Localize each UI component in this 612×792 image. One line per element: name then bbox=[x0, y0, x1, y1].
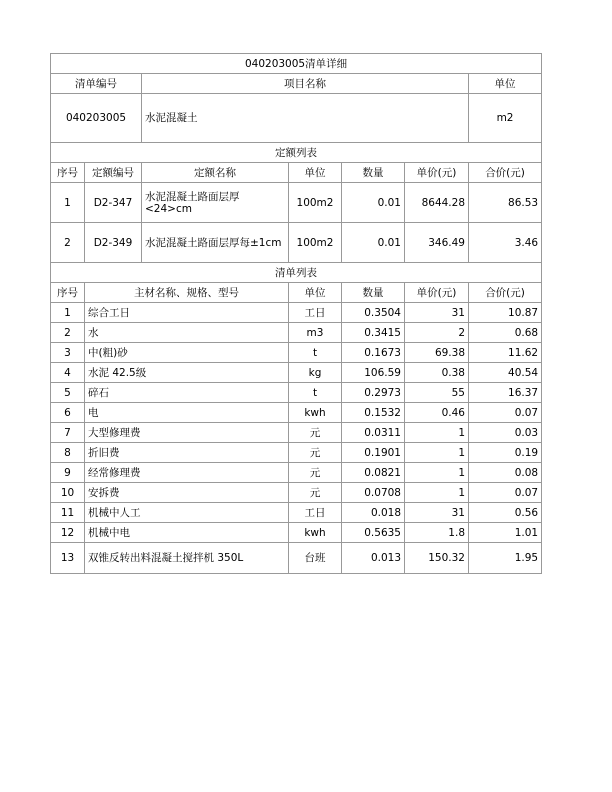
quota-name-header: 定额名称 bbox=[142, 163, 289, 183]
item-unit: t bbox=[289, 343, 342, 363]
item-seq: 4 bbox=[51, 363, 85, 383]
item-name: 中(粗)砂 bbox=[85, 343, 289, 363]
item-unit: kwh bbox=[289, 403, 342, 423]
item-seq: 6 bbox=[51, 403, 85, 423]
item-name: 水 bbox=[85, 323, 289, 343]
item-price: 1 bbox=[405, 483, 469, 503]
quota-qty-header: 数量 bbox=[342, 163, 405, 183]
item-total: 0.07 bbox=[469, 403, 542, 423]
item-total: 16.37 bbox=[469, 383, 542, 403]
quota-unit: 100m2 bbox=[289, 223, 342, 263]
item-seq: 11 bbox=[51, 503, 85, 523]
quota-price: 8644.28 bbox=[405, 183, 469, 223]
item-name: 水泥 42.5级 bbox=[85, 363, 289, 383]
item-unit: 工日 bbox=[289, 303, 342, 323]
item-price: 150.32 bbox=[405, 543, 469, 574]
item-price: 0.46 bbox=[405, 403, 469, 423]
item-unit: kwh bbox=[289, 523, 342, 543]
item-price: 69.38 bbox=[405, 343, 469, 363]
quota-name: 水泥混凝土路面层厚每±1cm bbox=[142, 223, 289, 263]
quota-unit-header: 单位 bbox=[289, 163, 342, 183]
item-seq: 12 bbox=[51, 523, 85, 543]
item-seq: 8 bbox=[51, 443, 85, 463]
item-total: 1.01 bbox=[469, 523, 542, 543]
item-total: 0.03 bbox=[469, 423, 542, 443]
list-unit-header: 单位 bbox=[289, 283, 342, 303]
item-qty: 106.59 bbox=[342, 363, 405, 383]
quota-qty: 0.01 bbox=[342, 223, 405, 263]
table-row bbox=[51, 463, 542, 483]
quota-total-header: 合价(元) bbox=[469, 163, 542, 183]
item-name: 折旧费 bbox=[85, 443, 289, 463]
item-qty: 0.1532 bbox=[342, 403, 405, 423]
table-row bbox=[51, 443, 542, 463]
quota-unit: 100m2 bbox=[289, 183, 342, 223]
item-name: 机械中电 bbox=[85, 523, 289, 543]
item-price: 55 bbox=[405, 383, 469, 403]
quota-seq-header: 序号 bbox=[51, 163, 85, 183]
item-price: 1.8 bbox=[405, 523, 469, 543]
item-unit: 工日 bbox=[289, 503, 342, 523]
item-qty: 0.018 bbox=[342, 503, 405, 523]
item-qty: 0.3504 bbox=[342, 303, 405, 323]
quota-code: D2-349 bbox=[85, 223, 142, 263]
item-name: 综合工日 bbox=[85, 303, 289, 323]
table-title: 040203005清单详细 bbox=[51, 54, 542, 74]
quota-seq: 1 bbox=[51, 183, 85, 223]
list-total-header: 合价(元) bbox=[469, 283, 542, 303]
table-row bbox=[51, 383, 542, 403]
item-total: 0.08 bbox=[469, 463, 542, 483]
item-seq: 7 bbox=[51, 423, 85, 443]
item-name: 经常修理费 bbox=[85, 463, 289, 483]
item-name: 大型修理费 bbox=[85, 423, 289, 443]
item-qty: 0.0821 bbox=[342, 463, 405, 483]
item-seq: 9 bbox=[51, 463, 85, 483]
list-section-title: 清单列表 bbox=[51, 263, 542, 283]
item-price: 1 bbox=[405, 463, 469, 483]
item-unit: 元 bbox=[289, 463, 342, 483]
item-total: 1.95 bbox=[469, 543, 542, 574]
bill-unit: m2 bbox=[469, 94, 542, 143]
quota-qty: 0.01 bbox=[342, 183, 405, 223]
quota-code: D2-347 bbox=[85, 183, 142, 223]
list-price-header: 单价(元) bbox=[405, 283, 469, 303]
item-qty: 0.1673 bbox=[342, 343, 405, 363]
item-unit: 元 bbox=[289, 423, 342, 443]
list-qty-header: 数量 bbox=[342, 283, 405, 303]
item-unit: m3 bbox=[289, 323, 342, 343]
item-total: 40.54 bbox=[469, 363, 542, 383]
item-seq: 13 bbox=[51, 543, 85, 574]
item-name: 双锥反转出料混凝土搅拌机 350L bbox=[85, 543, 289, 574]
item-total: 10.87 bbox=[469, 303, 542, 323]
item-qty: 0.013 bbox=[342, 543, 405, 574]
item-seq: 1 bbox=[51, 303, 85, 323]
item-total: 11.62 bbox=[469, 343, 542, 363]
item-total: 0.56 bbox=[469, 503, 542, 523]
bill-code-header: 清单编号 bbox=[51, 74, 142, 94]
table-row bbox=[51, 483, 542, 503]
bill-detail-table bbox=[50, 53, 542, 574]
quota-name: 水泥混凝土路面层厚<24>cm bbox=[142, 183, 289, 223]
quota-section-title: 定额列表 bbox=[51, 143, 542, 163]
item-qty: 0.3415 bbox=[342, 323, 405, 343]
table-row bbox=[51, 343, 542, 363]
table-row bbox=[51, 403, 542, 423]
item-unit: 元 bbox=[289, 443, 342, 463]
item-name: 安拆费 bbox=[85, 483, 289, 503]
bill-name-header: 项目名称 bbox=[142, 74, 469, 94]
bill-unit-header: 单位 bbox=[469, 74, 542, 94]
table-row bbox=[51, 303, 542, 323]
bill-code: 040203005 bbox=[51, 94, 142, 143]
bill-name: 水泥混凝土 bbox=[142, 94, 469, 143]
item-unit: 元 bbox=[289, 483, 342, 503]
item-seq: 2 bbox=[51, 323, 85, 343]
item-total: 0.68 bbox=[469, 323, 542, 343]
table-row bbox=[51, 323, 542, 343]
item-qty: 0.0311 bbox=[342, 423, 405, 443]
item-total: 0.19 bbox=[469, 443, 542, 463]
item-unit: t bbox=[289, 383, 342, 403]
item-name: 碎石 bbox=[85, 383, 289, 403]
table-row bbox=[51, 523, 542, 543]
item-price: 2 bbox=[405, 323, 469, 343]
item-price: 0.38 bbox=[405, 363, 469, 383]
item-total: 0.07 bbox=[469, 483, 542, 503]
item-price: 1 bbox=[405, 443, 469, 463]
item-unit: kg bbox=[289, 363, 342, 383]
list-seq-header: 序号 bbox=[51, 283, 85, 303]
table-row bbox=[51, 503, 542, 523]
list-name-header: 主材名称、规格、型号 bbox=[85, 283, 289, 303]
item-price: 31 bbox=[405, 303, 469, 323]
item-price: 31 bbox=[405, 503, 469, 523]
item-qty: 0.2973 bbox=[342, 383, 405, 403]
quota-price-header: 单价(元) bbox=[405, 163, 469, 183]
item-seq: 10 bbox=[51, 483, 85, 503]
item-qty: 0.0708 bbox=[342, 483, 405, 503]
quota-price: 346.49 bbox=[405, 223, 469, 263]
quota-total: 86.53 bbox=[469, 183, 542, 223]
quota-code-header: 定额编号 bbox=[85, 163, 142, 183]
item-seq: 5 bbox=[51, 383, 85, 403]
item-price: 1 bbox=[405, 423, 469, 443]
table-row bbox=[51, 423, 542, 443]
item-seq: 3 bbox=[51, 343, 85, 363]
table-row bbox=[51, 543, 542, 574]
item-name: 电 bbox=[85, 403, 289, 423]
quota-seq: 2 bbox=[51, 223, 85, 263]
item-qty: 0.1901 bbox=[342, 443, 405, 463]
item-unit: 台班 bbox=[289, 543, 342, 574]
table-row bbox=[51, 363, 542, 383]
item-qty: 0.5635 bbox=[342, 523, 405, 543]
quota-total: 3.46 bbox=[469, 223, 542, 263]
item-name: 机械中人工 bbox=[85, 503, 289, 523]
